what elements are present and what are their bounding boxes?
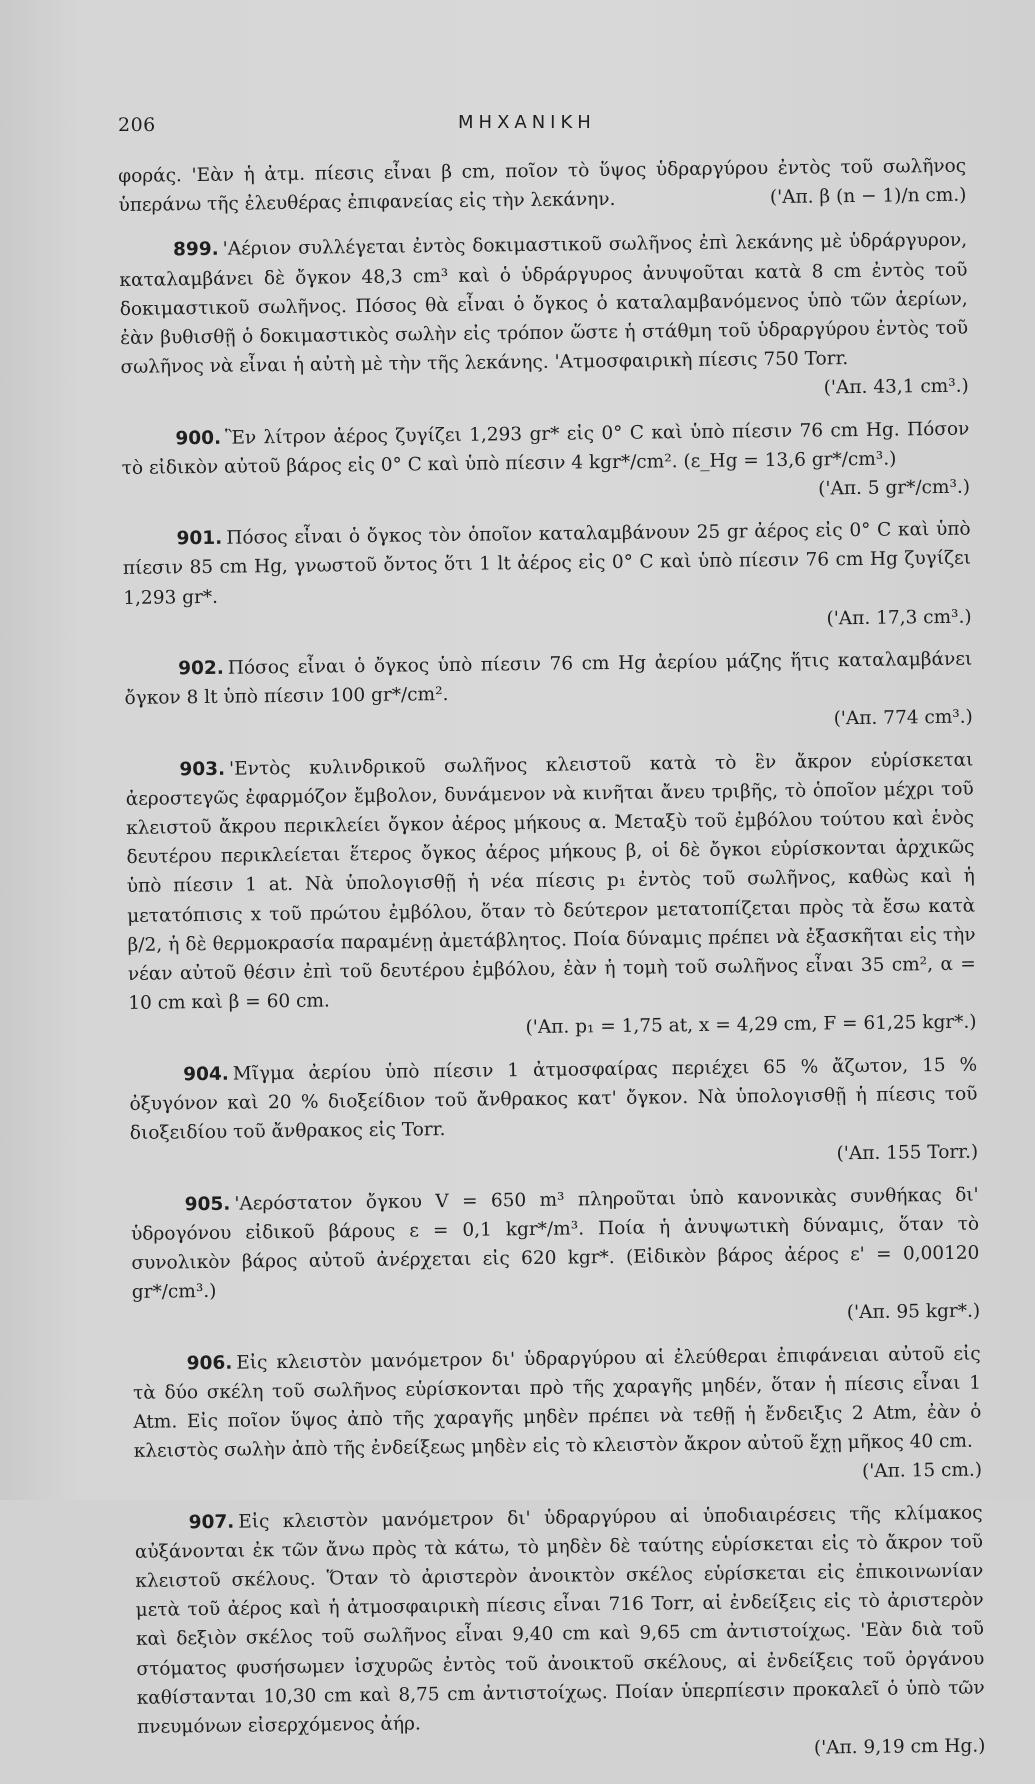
problem-text: Εἰς κλειστὸν μανόμετρον δι' ὑδραργύρου αἱ ἐλεύθεραι ἐπιφάνειαι αὐτοῦ εἰς τὰ δύο σκέλη τοῦ σωλῆνος εὑρίσκονται πρὸ τῆς χαραγῆς μηδέν, ὅταν ἡ πίεσις εἶναι 1 Atm. Εἰς ποῖον ὕψος ἀπὸ τῆς χαραγῆς μηδὲν πρέπει νὰ τεθῇ ἡ ἔνδειξις 2 Atm, ἐὰν ὁ κλειστὸς σωλὴν ἀπὸ τῆς ἐνδείξεως μηδὲν εἰς τὸ κλειστὸν ἄκρον αὐτοῦ ἔχῃ μῆκος 40 cm. (132, 1343, 982, 1463)
page-number: 206 (118, 114, 156, 136)
problem-answer: ('Απ. 774 cm³.) (833, 707, 973, 730)
page-body (118, 152, 986, 1784)
running-title: ΜΗΧΑΝΙΚΗ (458, 112, 596, 133)
problem-answer: ('Απ. 43,1 cm³.) (823, 376, 969, 399)
problem-text: 'Αέριον συλλέγεται ἐντὸς δοκιμαστικοῦ σωλῆνος ἐπὶ λεκάνης μὲ ὑδράργυρον, καταλαμβάνει δὲ ὄγκον 48,3 cm³ καὶ ὁ ὑδράργυρος ἀνυψοῦται κατὰ 8 cm ἐντὸς τοῦ δοκιμαστικοῦ σωλῆνος. Πόσος θὰ εἶναι ὁ ὄγκος ὁ καταλαμβανόμενος ὑπὸ τῶν ἀερίων, ἐὰν βυθισθῇ ὁ δοκιμαστικὸς σωλὴν εἰς τρόπον ὥστε ἡ στάθμη τοῦ ὑδραργύρου ἐντὸς τοῦ σωλῆνος νὰ εἶναι ἡ αὐτὴ μὲ τὴν τῆς λεκάνης. 'Ατμοσφαιρικὴ πίεσις 750 Torr. (119, 230, 969, 379)
problem-number: 907. (188, 1511, 235, 1533)
problem-907-paragraph (134, 1498, 985, 1742)
page-header (118, 100, 968, 140)
problem-906-paragraph (133, 1339, 982, 1466)
problem-901 (122, 515, 971, 642)
problem-answer: ('Απ. 17,3 cm³.) (826, 606, 972, 630)
problem-answer: ('Απ. p₁ = 1,75 at, x = 4,29 cm, F = 61,25 kgr*.) (525, 1012, 977, 1039)
problem-904 (129, 1050, 978, 1177)
problem-number: 902. (178, 657, 224, 680)
continuation-text-block (118, 152, 967, 221)
problem-answer: ('Απ. 9,19 cm Hg.) (813, 1735, 986, 1759)
problem-903 (125, 745, 977, 1047)
problem-text: 'Αερόστατον ὄγκου V = 650 m³ πληροῦται ὑπὸ κανονικὰς συνθήκας δι' ὑδρογόνου εἰδικοῦ βάρους ε = 0,1 kgr*/m³. Ποία ἡ ἀνυψωτικὴ δύναμις, ὅταν τὸ συνολικὸν βάρος αὐτοῦ ἀνέρχεται εἰς 620 kgr*. (Εἰδικὸν βάρος ἀέρος ε' = 0,00120 gr*/cm³.) (130, 1184, 980, 1304)
problem-907 (134, 1498, 985, 1771)
problem-905 (131, 1180, 981, 1336)
problem-number: 903. (179, 758, 226, 780)
problem-text: Μῖγμα ἀερίου ὑπὸ πίεσιν 1 ἀτμοσφαίρας περιέχει 65 % ἄζωτον, 15 % ὀξυγόνον καὶ 20 % διοξείδιον τοῦ ἄνθρακος κατ' ὄγκον. Νὰ ὑπολογισθῇ ἡ πίεσις τοῦ διοξειδίου τοῦ ἄνθρακος εἰς Torr. (129, 1054, 978, 1145)
continuation-text: φοράς. 'Εὰν ἡ ἀτμ. πίεσις εἶναι β cm, ποῖον τὸ ὕψος ὑδραργύρου ἐντὸς τοῦ σωλῆνος ὑπεράνω τῆς ἐλευθέρας ἐπιφανείας εἰς τὴν λεκάνην. (118, 155, 967, 217)
continuation-paragraph (118, 152, 967, 221)
problem-906 (133, 1339, 983, 1495)
problem-902 (124, 645, 973, 743)
problem-answer: ('Απ. 15 cm.) (861, 1459, 983, 1483)
problem-text: 'Εντὸς κυλινδρικοῦ σωλῆνος κλειστοῦ κατὰ τὸ ἓν ἄκρον εὑρίσκεται ἀεροστεγῶς ἐφαρμόζον ἔμβολον, δυνάμενον νὰ κινῆται ἄνευ τριβῆς, τὸ ὁποῖον μέχρι τοῦ κλειστοῦ ἄκρου περικλείει ὄγκον ἀέρος μήκους α. Μεταξὺ τοῦ ἐμβόλου τούτου καὶ ἑνὸς δευτέρου περικλείεται ἕτερος ὄγκος ἀέρος μήκους β, οἱ δὲ ὄγκοι εὑρίσκονται ἀρχικῶς ὑπὸ πίεσιν 1 at. Νὰ ὑπολογισθῇ ἡ νέα πίεσις p₁ ἐντὸς τοῦ σωλῆνος, καθὼς καὶ ἡ μετατόπισις x τοῦ πρώτου ἐμβόλου, ὅταν τὸ δεύτερον μετατοπίζεται πρὸς τὰ ἔσω κατὰ β/2, ἡ δὲ θερμοκρασία παραμένῃ ἀμετάβλητος. Ποία δύναμις πρέπει νὰ ἐξασκῆται εἰς τὴν νέαν αὐτοῦ θέσιν ἐπὶ τοῦ δευτέρου ἐμβόλου, ἐὰν ἡ τομὴ τοῦ σωλῆνος εἶναι 35 cm², α = 10 cm καὶ β = 60 cm. (125, 749, 976, 1015)
problem-number: 904. (183, 1063, 229, 1085)
problem-number: 901. (176, 527, 223, 550)
problem-answer: ('Απ. 95 kgr*.) (846, 1300, 981, 1324)
problem-answer: ('Απ. 155 Torr.) (836, 1141, 979, 1165)
problem-answer: ('Απ. 5 gr*/cm³.) (818, 476, 971, 500)
problem-number: 899. (172, 239, 219, 261)
continuation-answer: ('Απ. β (n − 1)/n cm.) (769, 184, 967, 209)
problem-number: 905. (184, 1193, 231, 1215)
problem-905-paragraph (131, 1180, 980, 1307)
problem-number: 900. (175, 427, 222, 449)
problem-900 (121, 414, 970, 512)
problem-903-paragraph (125, 745, 976, 1018)
problem-899-paragraph (119, 226, 969, 382)
problem-number: 906. (186, 1352, 233, 1374)
problem-900-paragraph (121, 414, 970, 483)
problem-901-paragraph (122, 515, 971, 613)
problem-text: Ἓν λίτρον ἀέρος ζυγίζει 1,293 gr* εἰς 0° C καὶ ὑπὸ πίεσιν 76 cm Hg. Πόσον τὸ εἰδικὸν αὐτοῦ βάρος εἰς 0° C καὶ ὑπὸ πίεσιν 4 kgr*/cm². (ε_Hg = 13,6 gr*/cm³.) (121, 418, 970, 479)
problem-904-paragraph (129, 1050, 978, 1148)
problem-902-paragraph (124, 645, 973, 714)
problem-text: Πόσος εἶναι ὁ ὄγκος ὑπὸ πίεσιν 76 cm Hg ἀερίου μάζης ἥτις καταλαμβάνει ὄγκον 8 lt ὑπὸ πίεσιν 100 gr*/cm². (124, 648, 973, 710)
problem-899 (119, 226, 969, 412)
problem-text: Πόσος εἶναι ὁ ὄγκος τὸν ὁποῖον καταλαμβάνουν 25 gr ἀέρος εἰς 0° C καὶ ὑπὸ πίεσιν 85 cm Hg, γνωστοῦ ὄντος ὅτι 1 lt ἀέρος εἰς 0° C καὶ ὑπὸ πίεσιν 76 cm Hg ζυγίζει 1,293 gr*. (122, 518, 972, 609)
problem-text: Εἰς κλειστὸν μανόμετρον δι' ὑδραργύρου αἱ ὑποδιαιρέσεις τῆς κλίμακος αὐξάνονται ἐκ τῶν ἄνω πρὸς τὰ κάτω, τὸ μηδὲν δὲ ταύτης εὑρίσκεται εἰς τὸ ἄκρον τοῦ κλειστοῦ σκέλους. Ὅταν τὸ ἀριστερὸν ἀνοικτὸν σκέλος εὑρίσκεται εἰς ἐπικοινωνίαν μετὰ τοῦ ἀέρος καὶ ἡ ἀτμοσφαιρικὴ πίεσις εἶναι 716 Torr, αἱ ἐνδείξεις εἰς τὸ ἀριστερὸν καὶ δεξιὸν σκέλος τοῦ σωλῆνος εἶναι 9,40 cm καὶ 9,65 cm ἀντιστοίχως. 'Εὰν διὰ τοῦ στόματος φυσήσωμεν ἰσχυρῶς ἐντὸς τοῦ ἀνοικτοῦ σκέλους, αἱ ἐνδείξεις τοῦ ὀργάνου καθίστανται 10,30 cm καὶ 8,75 cm ἀντιστοίχως. Ποίαν ὑπερπίεσιν προκαλεῖ ὁ ὑπὸ τῶν πνευμόνων εἰσερχόμενος ἀήρ. (134, 1502, 985, 1738)
